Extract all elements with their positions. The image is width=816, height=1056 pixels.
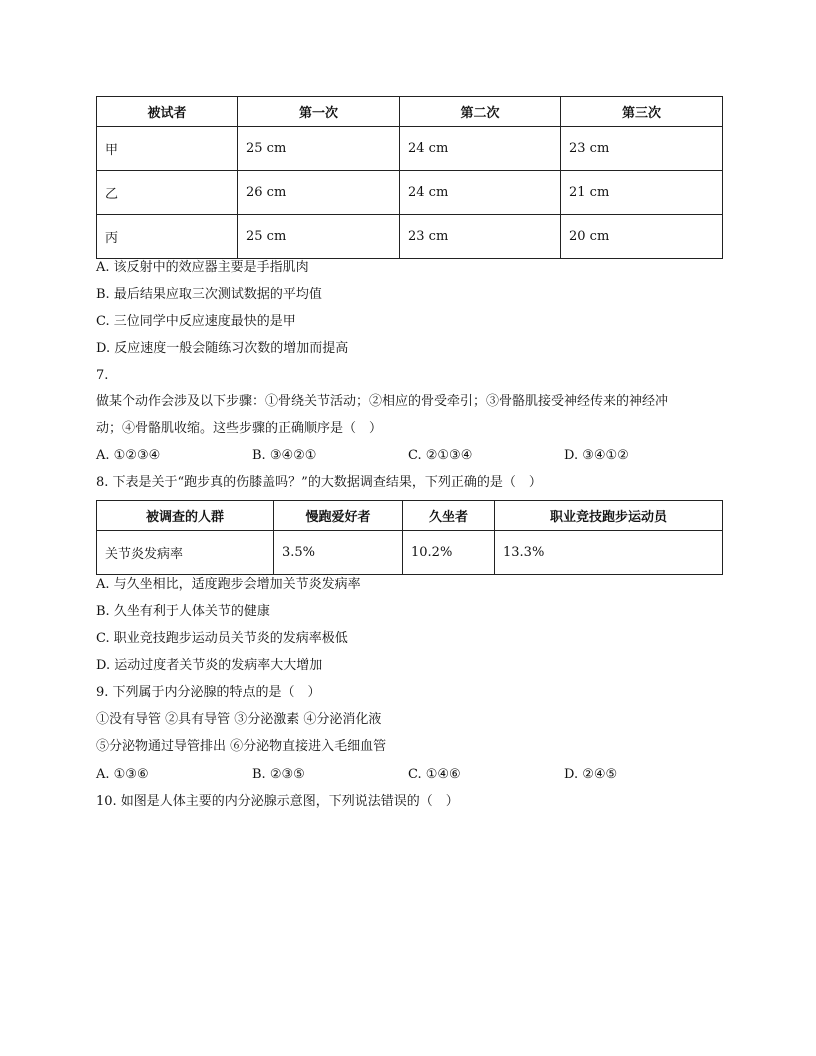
table-row — [97, 127, 723, 171]
table-cell: 3.5% — [274, 531, 403, 575]
q9-option-b: B. ②③⑤ — [252, 767, 305, 782]
table-cell: 丙 — [97, 215, 238, 259]
table-cell: 24 cm — [400, 171, 561, 215]
table-cell: 10.2% — [403, 531, 495, 575]
table-row — [97, 215, 723, 259]
table-cell: 26 cm — [238, 171, 400, 215]
table-header-row — [97, 97, 723, 127]
table-cell: 25 cm — [238, 127, 400, 171]
q8-stem: 8. 下表是关于“跑步真的伤膝盖吗？”的大数据调查结果，下列正确的是（ ） — [96, 475, 542, 490]
table-cell: 关节炎发病率 — [97, 531, 274, 575]
q7-option-c: C. ②①③④ — [408, 448, 473, 463]
table-row — [97, 171, 723, 215]
q8-option-c: C. 职业竞技跑步运动员关节炎的发病率极低 — [96, 631, 348, 646]
q9-option-a: A. ①③⑥ — [96, 767, 149, 782]
q7-option-d: D. ③④①② — [564, 448, 629, 463]
table-header-cell: 慢跑爱好者 — [274, 501, 403, 531]
q9-line1: ①没有导管 ②具有导管 ③分泌激素 ④分泌消化液 — [96, 712, 382, 727]
table-row — [97, 531, 723, 575]
table-header-cell: 第三次 — [561, 97, 723, 127]
table-header-row — [97, 501, 723, 531]
q9-option-d: D. ②④⑤ — [564, 767, 618, 782]
table-cell: 25 cm — [238, 215, 400, 259]
q9-stem: 9. 下列属于内分泌腺的特点的是（ ） — [96, 685, 321, 700]
table-cell: 20 cm — [561, 215, 723, 259]
q6-option-b: B. 最后结果应取三次测试数据的平均值 — [96, 287, 322, 302]
table-header-cell: 被调查的人群 — [97, 501, 274, 531]
table-cell: 乙 — [97, 171, 238, 215]
q7-option-b: B. ③④②① — [252, 448, 317, 463]
q8-option-b: B. 久坐有利于人体关节的健康 — [96, 604, 270, 619]
table-cell: 24 cm — [400, 127, 561, 171]
table-cell: 13.3% — [495, 531, 723, 575]
q10-stem: 10. 如图是人体主要的内分泌腺示意图，下列说法错误的（ ） — [96, 794, 459, 809]
table-cell: 23 cm — [561, 127, 723, 171]
q7-stem-line1: 做某个动作会涉及以下步骤：①骨绕关节活动；②相应的骨受牵引；③骨骼肌接受神经传来的神经冲 — [96, 394, 669, 409]
q6-option-c: C. 三位同学中反应速度最快的是甲 — [96, 314, 296, 329]
q6-option-a: A. 该反射中的效应器主要是手指肌肉 — [96, 260, 309, 275]
table-header-cell: 被试者 — [97, 97, 238, 127]
table-cell: 甲 — [97, 127, 238, 171]
table-header-cell: 职业竞技跑步运动员 — [495, 501, 723, 531]
q7-option-a: A. ①②③④ — [96, 448, 161, 463]
table-header-cell: 第二次 — [400, 97, 561, 127]
reaction-test-table — [96, 96, 723, 259]
table-cell: 23 cm — [400, 215, 561, 259]
q9-option-c: C. ①④⑥ — [408, 767, 461, 782]
q8-option-a: A. 与久坐相比，适度跑步会增加关节炎发病率 — [96, 577, 361, 592]
q7-stem-line2: 动；④骨骼肌收缩。这些步骤的正确顺序是（ ） — [96, 421, 383, 436]
table-header-cell: 久坐者 — [403, 501, 495, 531]
table-header-cell: 第一次 — [238, 97, 400, 127]
q7-number: 7. — [96, 368, 109, 383]
table-cell: 21 cm — [561, 171, 723, 215]
q6-option-d: D. 反应速度一般会随练习次数的增加而提高 — [96, 341, 349, 356]
arthritis-survey-table — [96, 500, 723, 575]
q8-option-d: D. 运动过度者关节炎的发病率大大增加 — [96, 658, 323, 673]
q9-line2: ⑤分泌物通过导管排出 ⑥分泌物直接进入毛细血管 — [96, 739, 387, 754]
